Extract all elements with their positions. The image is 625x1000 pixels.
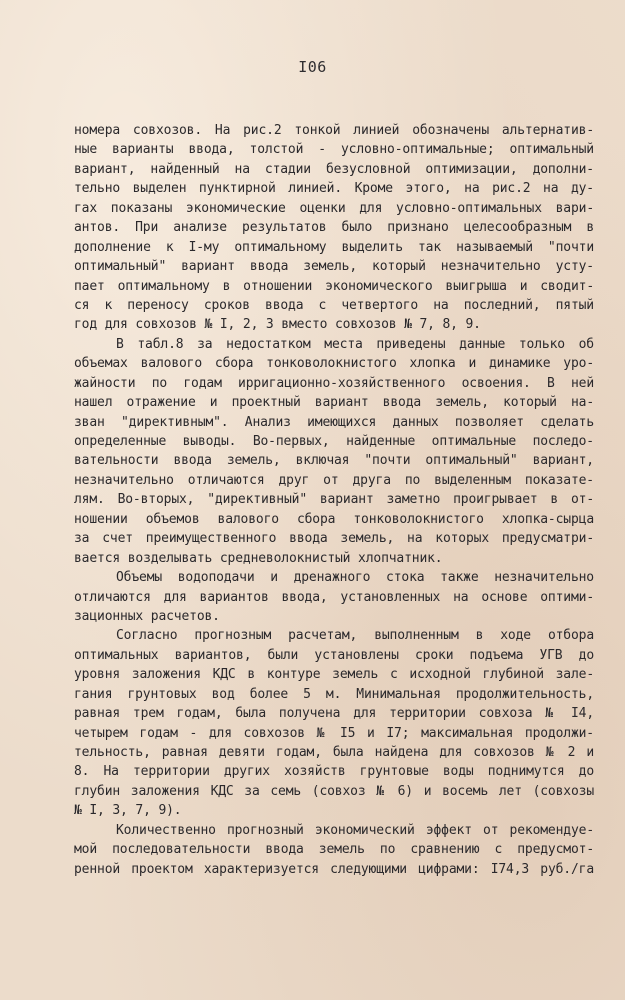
text-line: ношении объемов валового сбора тонковолокнистого хлопка-сырца — [74, 511, 594, 527]
text-line: отличаются для вариантов ввода, установленных на основе оптими- — [74, 589, 594, 605]
text-line: гания грунтовых вод более 5 м. Минимальная продолжительность, — [74, 686, 594, 702]
text-line: нашел отражение и проектный вариант ввода земель, который на- — [74, 395, 594, 411]
text-line: Объемы водоподачи и дренажного стока также незначительно — [116, 570, 594, 586]
text-line: дополнение к I-му оптимальному выделить так называемый "почти — [74, 239, 594, 255]
text-line: четырем годам - для совхозов № I5 и I7; максимальная продолжи- — [74, 725, 594, 741]
text-line: глубин заложения КДС за семь (совхоз № 6) и восемь лет (совхозы — [74, 783, 594, 799]
text-line: за счет преимущественного ввода земель, на которых предусматри- — [74, 531, 594, 547]
text-line: гах показаны экономические оценки для условно-оптимальных вари- — [74, 200, 594, 216]
text-line: мой последовательности ввода земель по сравнению с предусмот- — [74, 842, 594, 858]
text-line: определенные выводы. Во-первых, найденные оптимальные последо- — [74, 434, 594, 449]
text-line: ренной проектом характеризуется следующими цифрами: I74,3 руб./га — [74, 861, 594, 877]
text-line: равная трем годам, была получена для территории совхоза № I4, — [74, 706, 594, 722]
text-line: оптимальных вариантов, были установлены сроки подъема УГВ до — [74, 647, 594, 663]
text-line: незначительно отличаются друг от друга по выделенным показате- — [74, 472, 594, 488]
text-line: 8. На территории других хозяйств грунтовые воды поднимутся до — [74, 764, 594, 780]
page-number: I06 — [298, 58, 327, 76]
text-line: объемах валового сбора тонковолокнистого хлопка и динамике уро- — [74, 356, 594, 372]
text-line: оптимальный" вариант ввода земель, который незначительно усту- — [74, 259, 594, 275]
text-line: зван "директивным". Анализ имеющихся данных позволяет сделать — [74, 414, 594, 430]
text-line: тельно выделен пунктирной линией. Кроме этого, на рис.2 на ду- — [74, 181, 594, 197]
text-line: зационных расчетов. — [74, 608, 220, 624]
text-line: ся к переносу сроков ввода с четвертого на последний, пятый — [74, 297, 594, 313]
text-line: вательности ввода земель, включая "почти оптимальный" вариант, — [74, 453, 594, 469]
text-line: номера совхозов. На рис.2 тонкой линией обозначены альтернатив- — [74, 123, 594, 138]
text-line: лям. Во-вторых, "директивный" вариант заметно проигрывает в от- — [74, 492, 594, 508]
text-line: уровня заложения КДС в контуре земель с исходной глубиной зале- — [74, 667, 594, 683]
text-line: вается возделывать средневолокнистый хлопчатник. — [74, 550, 443, 566]
text-line: тельность, равная девяти годам, была найдена для совхозов № 2 и — [74, 745, 594, 760]
text-line: жайности по годам ирригационно-хозяйственного освоения. В ней — [74, 375, 594, 391]
text-line: вариант, найденный на стадии безусловной оптимизации, дополни- — [74, 161, 594, 177]
text-line: В табл.8 за недостатком места приведены данные только об — [116, 336, 594, 352]
text-line: год для совхозов № I, 2, 3 вместо совхозов № 7, 8, 9. — [74, 317, 481, 333]
text-line: антов. При анализе результатов было признано целесообразным в — [74, 220, 594, 236]
text-line: Согласно прогнозным расчетам, выполненным в ходе отбора — [116, 628, 594, 644]
body-text — [74, 121, 594, 879]
text-line: ные варианты ввода, толстой - условно-оптимальные; оптимальный — [74, 142, 594, 158]
text-line: Количественно прогнозный экономический эффект от рекомендуе- — [116, 822, 594, 838]
text-line: пает оптимальному в отношении экономического выигрыша и сводит- — [74, 278, 594, 294]
text-line: № I, 3, 7, 9). — [74, 803, 182, 819]
